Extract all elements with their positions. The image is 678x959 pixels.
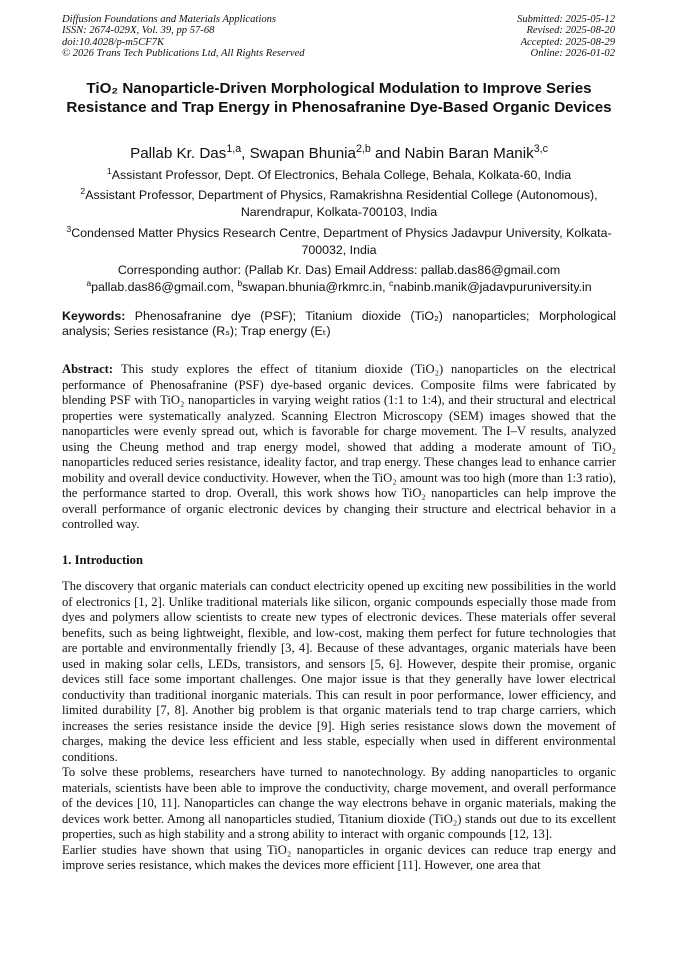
submitted-date: Submitted: 2025-05-12: [517, 14, 615, 25]
keywords-block: [62, 309, 616, 340]
dates-info: [517, 14, 615, 60]
author-name: Nabin Baran Manik: [404, 145, 534, 162]
affiliation-1: [62, 167, 616, 184]
corresponding-line: Corresponding author: (Pallab Kr. Das) Email Address: pallab.das86@gmail.com: [117, 263, 561, 277]
email-link: pallab.das86@gmail.com,: [91, 279, 238, 294]
affiliation-number: 3: [66, 223, 72, 234]
author-affiliation-mark: 2,b: [355, 142, 371, 155]
affiliation-2: [62, 187, 616, 220]
author-name: Swapan Bhunia: [249, 145, 356, 162]
doi-line: doi:10.4028/p-m5CF7K: [62, 36, 165, 48]
email-link: nabinb.manik@jadavpuruniversity.in: [393, 279, 592, 294]
abstract-block: [62, 362, 616, 533]
body-paragraph: Earlier studies have shown that using TiO₂ nanoparticles in organic devices can reduce trap energy and improve series resistance, which makes the devices more efficient [11]. However, one area that: [62, 842, 616, 872]
online-date: Online: 2026-01-02: [530, 48, 615, 60]
affiliation-text: Assistant Professor, Department of Physics, Ramakrishna Residential College (Autonomous), Narendrapur, Kolkata-700103, India: [85, 188, 598, 219]
keywords-label: Keywords:: [62, 309, 126, 323]
affiliation-3: [62, 225, 616, 258]
journal-info: [62, 14, 305, 60]
author-affiliation-mark: 3,c: [533, 142, 548, 155]
author-affiliation-mark: 1,a: [226, 142, 242, 155]
copyright-line: © 2026 Trans Tech Publications Ltd, All Rights Reserved: [62, 48, 305, 60]
section-heading: 1. Introduction: [62, 553, 143, 567]
email-link: swapan.bhunia@rkmrc.in,: [242, 279, 390, 294]
corresponding-author: [62, 262, 616, 295]
revised-date: Revised: 2025-08-20: [526, 25, 615, 37]
body-paragraph: The discovery that organic materials can conduct electricity opened up exciting new possibilities in the world of electronics [1, 2]. Unlike traditional materials like silicon, organic compounds especially those made from dyes and polymers allow scientists to create new types of electronic devices. These materials offer several benefits, such as being lightweight, flexible, and low-cost, making them perfect for future technologies that are portable and environmentally friendly [3, 4]. Because of these advantages, organic materials have been used in making solar cells, LEDs, transistors, and sensors [5, 6]. However, despite their promise, organic devices still face some important challenges. One major issue is that they generally have lower electrical conductivity than traditional inorganic materials. This can result in poor performance, lower efficiency, and limited durability [7, 8]. Another big problem is that organic materials tend to trap charge carriers, which increases the series resistance inside the device [9]. High series resistance slows down the movement of charges, making the device less efficient and less stable, especially when used in different environmental conditions.: [62, 579, 616, 764]
affiliation-text: Assistant Professor, Dept. Of Electronics, Behala College, Behala, Kolkata-60, India: [111, 168, 572, 182]
affiliation-number: 1: [106, 165, 112, 176]
affiliation-text: Condensed Matter Physics Research Centre, Department of Physics Jadavpur University, Kolkata-700032, India: [71, 226, 612, 257]
author-separator: ,: [241, 145, 250, 162]
accepted-date: Accepted: 2025-08-29: [520, 36, 615, 48]
introduction-body: [62, 579, 616, 874]
author-separator: and: [370, 145, 405, 162]
affiliation-number: 2: [80, 185, 86, 196]
journal-name: Diffusion Foundations and Materials Applications: [62, 14, 277, 25]
abstract-text: This study explores the effect of titanium dioxide (TiO₂) nanoparticles on the electrical performance of Phenosafranine (PSF) dye-based organic devices. Composite films were fabricated by blending PSF with TiO₂ nanoparticles in varying weight ratios (1:1 to 1:4), and their structural and electrical properties were systematically analyzed. Scanning Electron Microscopy (SEM) images showed that the nanoparticles were evenly spread out, which is favorable for charge movement. The I–V results, analyzed using the Cheung method and trap energy model, showed that adding a moderate amount of TiO₂ nanoparticles reduced series resistance, ideality factor, and trap energy. These changes lead to enhance carrier mobility and overall device conductivity. However, when the TiO₂ amount was too high (more than 1:3 ratio), the performance started to drop. Overall, this work shows how TiO₂ nanoparticles can help improve the overall performance of organic electronic devices by changing their structure and electrical behavior in a controlled way.: [62, 362, 616, 531]
author-emails: $^a$pallab.das86@gmail.com, $^b$swapan.bhunia@rkmrc.in, $^c$nabinb.manik@jadavpuruniversity.in: [86, 277, 592, 294]
paper-title: TiO₂ Nanoparticle-Driven Morphological Modulation to Improve Series Resistance and Trap Energy in Phenosafranine Dye-Based Organic Devices: [66, 80, 612, 116]
issn-line: ISSN: 2674-029X, Vol. 39, pp 57-68: [62, 25, 215, 37]
keywords-text: Phenosafranine dye (PSF); Titanium dioxide (TiO₂) nanoparticles; Morphological analysis; Series resistance (Rₛ); Trap energy (Eₜ): [62, 309, 616, 339]
author-list: [62, 144, 616, 163]
body-paragraph: To solve these problems, researchers have turned to nanotechnology. By adding nanoparticles to organic materials, scientists have been able to improve the conductivity, charge movement, and overall performance of the devices [10, 11]. Nanoparticles can change the way electrons behave in organic materials, making the devices work better. Among all nanoparticles studied, Titanium dioxide (TiO₂) stands out due to its excellent properties, such as high stability and a strong ability to interact with organic compounds [12, 13].: [62, 765, 616, 841]
author-name: Pallab Kr. Das: [130, 145, 227, 162]
abstract-label: Abstract:: [62, 362, 114, 376]
